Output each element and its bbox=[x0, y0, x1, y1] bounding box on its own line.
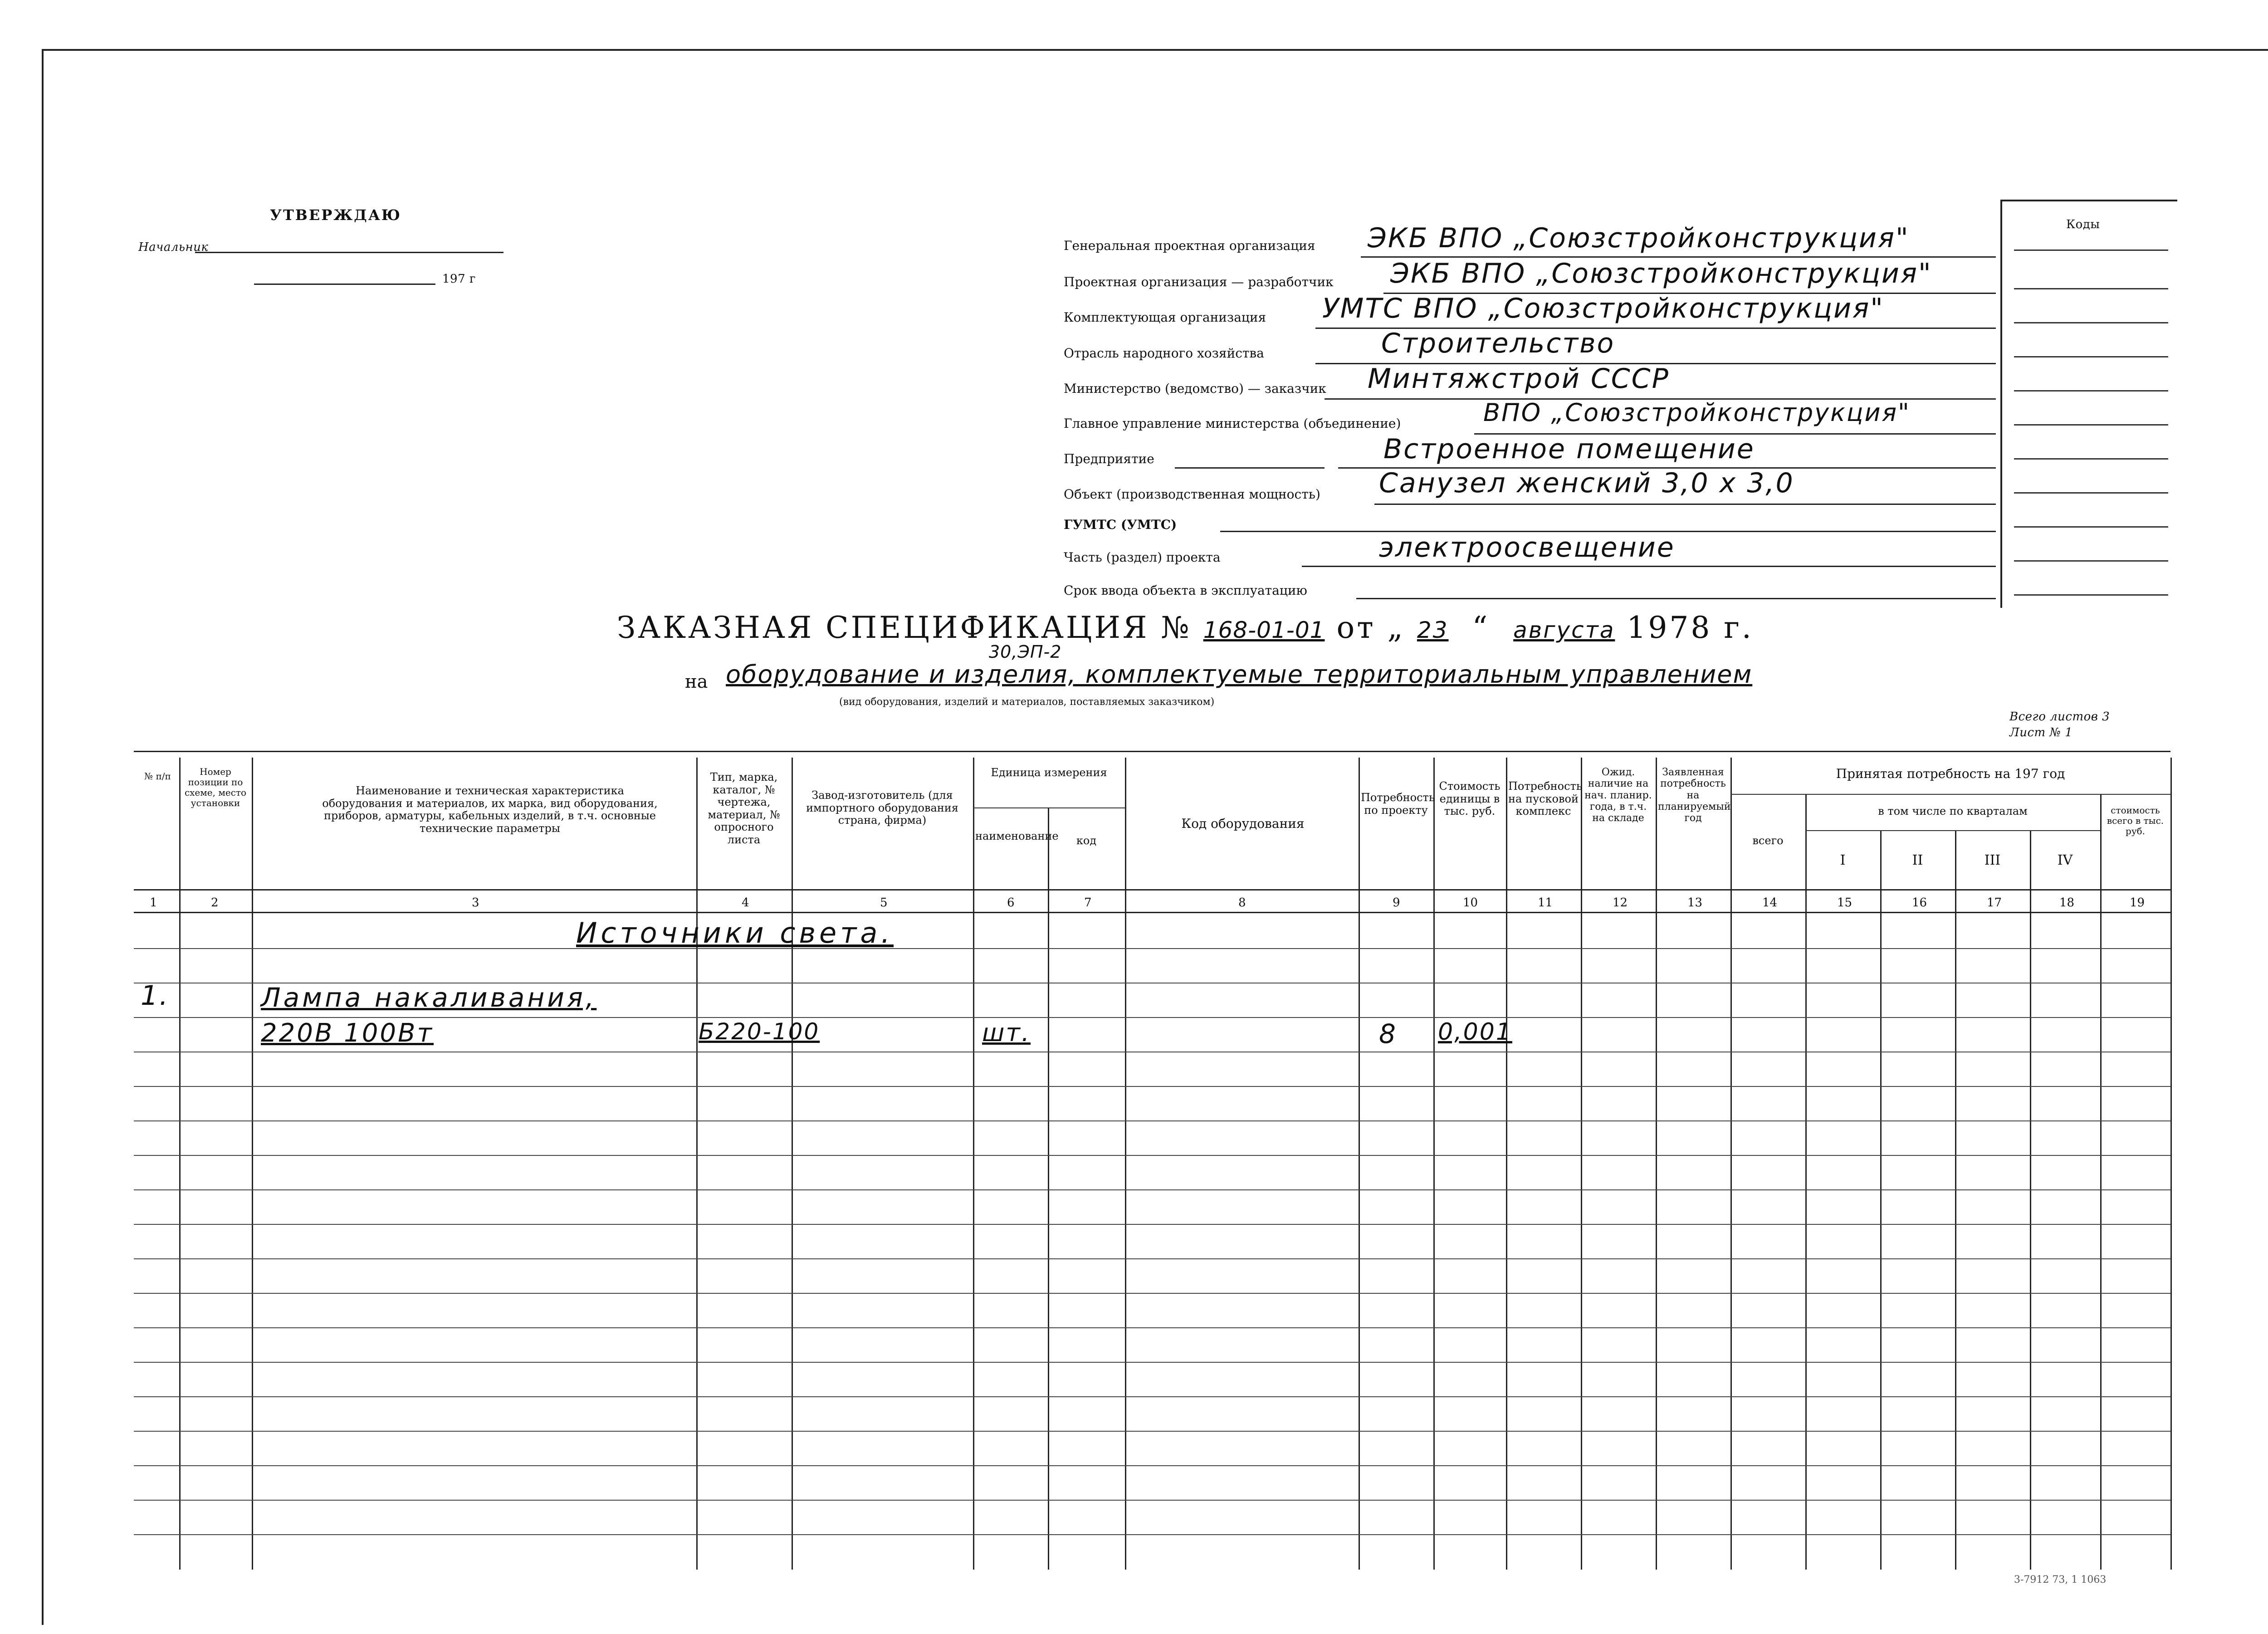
approval-title: УТВЕРЖДАЮ bbox=[270, 206, 401, 224]
col-number: 5 bbox=[880, 896, 888, 910]
header-col-5: Завод-изготовитель (для импортного оборудования страна, фирма) bbox=[806, 789, 958, 827]
col-number: 19 bbox=[2130, 896, 2145, 910]
spec-on-label: на bbox=[685, 671, 708, 692]
approval-year-label: 197 г bbox=[442, 272, 476, 286]
header-col-11: Потребность на пусковой комплекс bbox=[1508, 780, 1582, 818]
field-value-supply-org: УМТС ВПО „Союзстройконструкция" bbox=[1322, 293, 1884, 324]
column-divider bbox=[1433, 758, 1435, 1570]
row-2-name: 220В 100Вт bbox=[261, 1018, 434, 1048]
table-row-rule bbox=[134, 1362, 2170, 1363]
header-col-2: Номер позиции по схеме, место установки bbox=[184, 766, 247, 808]
table-row-rule bbox=[134, 1258, 2170, 1259]
header-col-16: II bbox=[1912, 852, 1923, 868]
approval-chief-line bbox=[195, 252, 503, 253]
field-value-industry: Строительство bbox=[1381, 328, 1615, 359]
spec-year: 1978 г. bbox=[1627, 610, 1754, 645]
col-number: 7 bbox=[1084, 896, 1092, 910]
column-divider bbox=[1880, 830, 1882, 1570]
code-line bbox=[2014, 424, 2168, 426]
unit-subheader-border bbox=[973, 807, 1125, 808]
header-col-6: наименование bbox=[975, 830, 1059, 842]
column-divider bbox=[1125, 758, 1126, 1570]
column-divider bbox=[792, 758, 793, 1570]
code-line bbox=[2014, 560, 2168, 562]
field-value-main-directorate: ВПО „Союзстройконструкция" bbox=[1483, 398, 1911, 427]
code-line bbox=[2014, 390, 2168, 391]
code-line bbox=[2014, 594, 2168, 596]
row-2-qty: 8 bbox=[1379, 1018, 1397, 1049]
field-label-general-org: Генеральная проектная организация bbox=[1064, 238, 1315, 253]
field-line bbox=[1302, 566, 1996, 567]
header-col-14: всего bbox=[1752, 834, 1784, 847]
header-unit-group: Единица измерения bbox=[991, 766, 1107, 779]
code-line bbox=[2014, 526, 2168, 528]
column-divider bbox=[1359, 758, 1360, 1570]
field-line bbox=[1374, 504, 1996, 505]
code-line bbox=[2014, 458, 2168, 460]
column-divider bbox=[1656, 758, 1657, 1570]
section-title: Источники света. bbox=[576, 916, 894, 949]
table-row-rule bbox=[134, 1189, 2170, 1190]
code-line bbox=[2014, 322, 2168, 323]
row-1-pos: 1. bbox=[141, 980, 170, 1012]
column-divider bbox=[1506, 758, 1507, 1570]
field-label-supply-org: Комплектующая организация bbox=[1064, 310, 1266, 325]
field-value-design-org: ЭКБ ВПО „Союзстройконструкция" bbox=[1390, 258, 1932, 289]
field-label-project-part: Часть (раздел) проекта bbox=[1064, 550, 1221, 565]
code-line bbox=[2014, 492, 2168, 494]
field-label-design-org: Проектная организация — разработчик bbox=[1064, 274, 1334, 289]
column-divider bbox=[696, 758, 698, 1570]
table-row-rule bbox=[134, 1224, 2170, 1225]
row-2-unit: шт. bbox=[982, 1018, 1031, 1047]
column-divider bbox=[252, 758, 253, 1570]
col-number: 9 bbox=[1393, 896, 1400, 910]
column-divider bbox=[2100, 794, 2102, 1570]
col-number: 4 bbox=[742, 896, 749, 910]
column-divider bbox=[1581, 758, 1582, 1570]
table-row-rule bbox=[134, 1293, 2170, 1294]
header-col-9: Потребность по проекту bbox=[1361, 791, 1435, 817]
spec-month: августа bbox=[1513, 617, 1615, 643]
code-line bbox=[2014, 250, 2168, 251]
sheets-total: Всего листов 3 bbox=[2009, 710, 2110, 724]
codes-box bbox=[2000, 200, 2179, 608]
col-number: 8 bbox=[1238, 896, 1246, 910]
field-value-enterprise: Встроенное помещение bbox=[1383, 433, 1755, 465]
col-number: 11 bbox=[1538, 896, 1553, 910]
column-divider bbox=[1730, 758, 1732, 1570]
col-number: 14 bbox=[1762, 896, 1778, 910]
footer-code: 3-7912 73, 1 1063 bbox=[2014, 1574, 2107, 1585]
field-label-industry: Отрасль народного хозяйства bbox=[1064, 346, 1264, 361]
table-colnum-border bbox=[134, 912, 2170, 913]
table-row-rule bbox=[134, 948, 2170, 949]
col-number: 6 bbox=[1007, 896, 1015, 910]
table-top-border bbox=[134, 751, 2170, 752]
spec-title-prefix: ЗАКАЗНАЯ СПЕЦИФИКАЦИЯ № bbox=[617, 610, 1192, 645]
field-value-project-part: электроосвещение bbox=[1379, 532, 1675, 563]
table-row-rule bbox=[134, 1086, 2170, 1087]
col-number: 16 bbox=[1912, 896, 1927, 910]
spec-on-value: оборудование и изделия, комплектуемые территориальным управлением bbox=[726, 660, 1753, 689]
header-col-7: код bbox=[1076, 834, 1097, 847]
sheet-number: Лист № 1 bbox=[2009, 726, 2073, 739]
header-col-17: III bbox=[1984, 852, 2001, 868]
table-row-rule bbox=[134, 1534, 2170, 1535]
table-row-rule bbox=[134, 1155, 2170, 1156]
accepted-subheader-border bbox=[1730, 794, 2170, 795]
col-number: 18 bbox=[2059, 896, 2075, 910]
header-accepted: Принятая потребность на 197 год bbox=[1836, 766, 2065, 781]
spec-number-sub: 30,ЭП-2 bbox=[989, 642, 1062, 662]
field-line bbox=[1356, 598, 1996, 599]
field-label-main-directorate: Главное управление министерства (объединение) bbox=[1064, 416, 1401, 431]
header-col-12: Ожид. наличие на нач. планир. года, в т.ч. на складе bbox=[1584, 767, 1652, 824]
header-col-4: Тип, марка, каталог, № чертежа, материал, № опросного листа bbox=[708, 771, 780, 846]
field-label-enterprise: Предприятие bbox=[1064, 451, 1154, 466]
col-number: 1 bbox=[150, 896, 157, 910]
spec-date-from: от „ bbox=[1336, 610, 1405, 645]
code-line bbox=[2014, 288, 2168, 289]
field-label-ministry: Министерство (ведомство) — заказчик bbox=[1064, 381, 1326, 396]
table-row-rule bbox=[134, 1500, 2170, 1501]
col-number: 2 bbox=[211, 896, 219, 910]
field-label-commission-date: Срок ввода объекта в эксплуатацию bbox=[1064, 583, 1307, 598]
field-value-general-org: ЭКБ ВПО „Союзстройконструкция" bbox=[1368, 222, 1910, 254]
header-col-1: № п/п bbox=[144, 771, 171, 782]
spec-day: 23 bbox=[1417, 617, 1449, 643]
table-row-rule bbox=[134, 1120, 2170, 1121]
spec-title: ЗАКАЗНАЯ СПЕЦИФИКАЦИЯ № 168-01-01 от „ 23 “ августа 1978 г. bbox=[617, 610, 1754, 645]
table-header-bottom-border bbox=[134, 889, 2170, 890]
codes-header: Коды bbox=[2066, 218, 2100, 231]
col-number: 12 bbox=[1613, 896, 1628, 910]
col-number: 3 bbox=[472, 896, 479, 910]
header-quarters: в том числе по кварталам bbox=[1878, 805, 2028, 817]
field-value-object: Санузел женский 3,0 x 3,0 bbox=[1379, 467, 1794, 499]
field-label-gumts: ГУМТС (УМТС) bbox=[1064, 517, 1177, 532]
column-divider bbox=[1048, 807, 1049, 1570]
col-number: 15 bbox=[1837, 896, 1853, 910]
table-row-rule bbox=[134, 1327, 2170, 1328]
header-col-10: Стоимость единицы в тыс. руб. bbox=[1439, 780, 1501, 818]
col-number: 10 bbox=[1463, 896, 1478, 910]
approval-date-line bbox=[254, 284, 435, 285]
column-divider bbox=[973, 758, 974, 1570]
header-col-3: Наименование и техническая характеристика оборудования и материалов, их марка, вид оборудования, приборов, арматуры, кабельных изделий, в т.ч. основные технические параметры bbox=[322, 784, 658, 835]
column-divider bbox=[2030, 830, 2031, 1570]
table-row-rule bbox=[134, 1396, 2170, 1397]
row-2-cost: 0,001 bbox=[1438, 1018, 1512, 1046]
quarters-subheader-border bbox=[1805, 830, 2100, 831]
col-number: 17 bbox=[1987, 896, 2002, 910]
spec-on-caption: (вид оборудования, изделий и материалов, поставляемых заказчиком) bbox=[839, 696, 1215, 708]
table-row-rule bbox=[134, 1017, 2170, 1018]
header-col-18: IV bbox=[2057, 852, 2073, 868]
code-line bbox=[2014, 356, 2168, 357]
column-divider bbox=[179, 758, 181, 1570]
row-1-name: Лампа накаливания, bbox=[261, 982, 597, 1013]
field-label-object: Объект (производственная мощность) bbox=[1064, 487, 1320, 502]
header-col-15: I bbox=[1840, 852, 1846, 868]
header-col-13: Заявленная потребность на планируемый год bbox=[1658, 767, 1731, 824]
field-value-ministry: Минтяжстрой СССР bbox=[1368, 363, 1670, 395]
header-col-8: Код оборудования bbox=[1181, 816, 1305, 831]
column-divider bbox=[1805, 794, 1807, 1570]
header-col-19: стоимость всего в тыс. руб. bbox=[2107, 805, 2164, 837]
table-row-rule bbox=[134, 1431, 2170, 1432]
spec-number: 168-01-01 bbox=[1203, 617, 1325, 643]
row-2-type: Б220-100 bbox=[699, 1018, 820, 1045]
field-line bbox=[1175, 467, 1325, 469]
approval-chief-label: Начальник bbox=[138, 240, 209, 254]
table-row-rule bbox=[134, 1465, 2170, 1466]
column-divider bbox=[2170, 758, 2172, 1570]
col-number: 13 bbox=[1687, 896, 1703, 910]
column-divider bbox=[1955, 830, 1956, 1570]
